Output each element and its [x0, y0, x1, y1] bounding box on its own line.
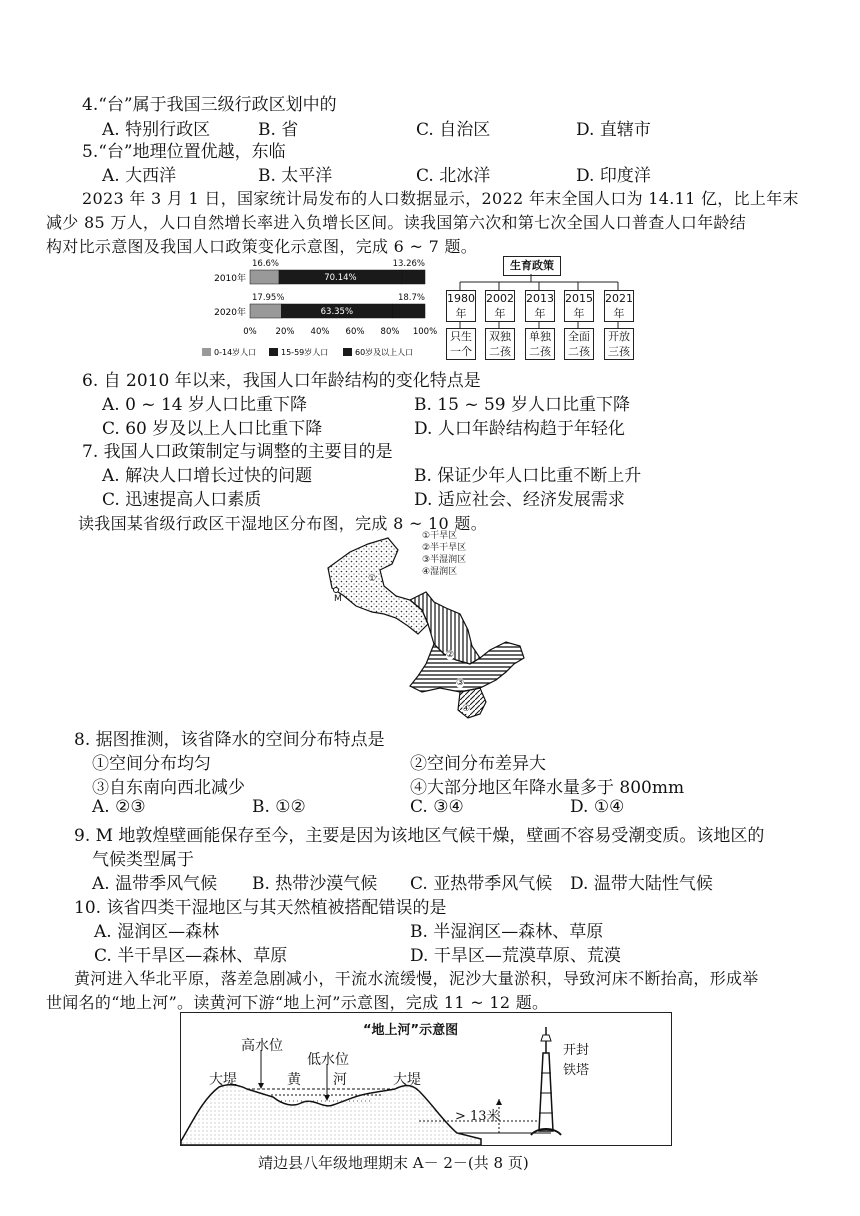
policy-rule-line: 二孩 [489, 345, 511, 358]
q8-item-2: ②空间分布差异大 [410, 754, 546, 774]
q4-stem: 4.“台”属于我国三级行政区划中的 [82, 95, 337, 115]
q8-stem: 8. 据图推测，该省降水的空间分布特点是 [74, 730, 385, 750]
policy-title: 生育政策 [503, 256, 561, 276]
policy-year-label: 2015 [565, 292, 593, 305]
legend-swatch-0 [202, 348, 211, 356]
q10-option-b[interactable]: B. 半湿润区—森林、草原 [410, 922, 604, 942]
q9-option-a[interactable]: A. 温带季风气候 [92, 874, 218, 894]
q7-option-a[interactable]: A. 解决人口增长过快的问题 [102, 466, 313, 486]
label-levee-right: 大堤 [393, 1072, 421, 1088]
map-label-4: ④ [462, 704, 471, 714]
province-map [310, 530, 530, 725]
x-tick: 60% [345, 327, 365, 337]
x-tick: 0% [243, 327, 257, 337]
q9-stem-line1: 9. M 地敦煌壁画能保存至今，主要是因为该地区气候干燥，壁画不容易受潮变质。该地区的 [74, 826, 765, 846]
legend-semi-arid: ②半干旱区 [422, 543, 467, 553]
legend-arid: ①干旱区 [422, 531, 458, 541]
policy-year-unit: 年 [494, 307, 506, 320]
label-he: 河 [333, 1072, 347, 1088]
policy-rule-line: 一个 [450, 345, 472, 358]
data-label-0-1: 70.14% [324, 273, 357, 283]
bar-0-2 [402, 270, 425, 284]
q4-option-d[interactable]: D. 直辖市 [576, 120, 651, 140]
policy-rule-line: 只生 [450, 330, 472, 343]
population-age-chart [200, 252, 440, 364]
legend-label-1: 15-59岁人口 [281, 348, 329, 357]
data-label-0-2: 13.26% [392, 259, 425, 269]
policy-year-unit: 年 [573, 307, 585, 320]
bar-1-0 [250, 304, 281, 318]
policy-year-2002 [485, 290, 515, 322]
q9-option-b[interactable]: B. 热带沙漠气候 [252, 874, 378, 894]
q6-option-a[interactable]: A. 0 ~ 14 岁人口比重下降 [102, 395, 307, 415]
policy-rule-line: 三孩 [608, 345, 630, 358]
river-diagram [180, 1012, 672, 1146]
data-label-1-0: 17.95% [252, 293, 285, 303]
policy-rule-line: 双独 [489, 330, 511, 343]
policy-rule-line: 二孩 [529, 345, 551, 358]
bar-1-2 [392, 304, 425, 318]
legend-semi-humid: ③半湿润区 [422, 555, 467, 565]
q6-option-c[interactable]: C. 60 岁及以上人口比重下降 [102, 419, 323, 439]
q8-option-c[interactable]: C. ③④ [410, 797, 464, 817]
page-footer: 靖边县八年级地理期末 A－ 2－(共 8 页) [258, 1154, 529, 1172]
x-tick: 20% [275, 327, 295, 337]
x-tick: 100% [412, 327, 438, 337]
q5-option-c[interactable]: C. 北冰洋 [416, 166, 491, 186]
intro1-line1: 2023 年 3 月 1 日，国家统计局发布的人口数据显示，2022 年末全国人口为 14.11 亿，比上年末 [82, 189, 799, 208]
intro1-line2: 减少 85 万人，人口自然增长率进入负增长区间。读我国第六次和第七次全国人口普查人口年龄结 [46, 213, 747, 232]
map-legend [422, 530, 466, 578]
policy-rule-2021 [604, 328, 634, 360]
q6-stem: 6. 自 2010 年以来，我国人口年龄结构的变化特点是 [82, 371, 481, 391]
q10-option-d[interactable]: D. 干旱区—荒漠草原、荒漠 [410, 946, 621, 966]
label-low-water: 低水位 [307, 1052, 349, 1068]
q8-option-b[interactable]: B. ①② [252, 797, 306, 817]
policy-year-1980 [446, 290, 476, 322]
q10-option-c[interactable]: C. 半干旱区—森林、草原 [94, 946, 288, 966]
label-high-water: 高水位 [241, 1038, 283, 1054]
q4-option-b[interactable]: B. 省 [258, 120, 299, 140]
label-huang: 黄 [287, 1072, 301, 1088]
legend-swatch-1 [269, 348, 278, 356]
river-title: “地上河”示意图 [363, 1023, 459, 1038]
policy-year-2013 [525, 290, 555, 322]
q6-option-b[interactable]: B. 15 ~ 59 岁人口比重下降 [414, 395, 631, 415]
q5-option-d[interactable]: D. 印度洋 [576, 166, 651, 186]
policy-year-label: 1980 [447, 292, 475, 305]
policy-rule-2015 [564, 328, 594, 360]
map-point-m: M [334, 594, 342, 604]
map-label-2: ② [446, 650, 455, 660]
q9-option-c[interactable]: C. 亚热带季风气候 [410, 874, 553, 894]
x-tick: 80% [380, 327, 400, 337]
q5-option-a[interactable]: A. 大西洋 [102, 166, 177, 186]
q10-option-a[interactable]: A. 湿润区—森林 [94, 922, 220, 942]
intro3-line1: 黄河进入华北平原，落差急剧减小，干流水流缓慢，泥沙大量淤积，导致河床不断抬高，形成举 [74, 969, 759, 988]
row-label: 2010年 [214, 274, 246, 284]
policy-year-unit: 年 [455, 307, 467, 320]
q7-option-d[interactable]: D. 适应社会、经济发展需求 [414, 490, 625, 510]
map-label-1: ① [368, 574, 377, 584]
bar-0-0 [250, 270, 279, 284]
policy-rule-2013 [525, 328, 555, 360]
data-label-0-0: 16.6% [252, 259, 280, 269]
q9-stem-line2: 气候类型属于 [92, 850, 194, 870]
map-label-3: ③ [456, 678, 465, 688]
intro2: 读我国某省级行政区干湿地区分布图，完成 8 ~ 10 题。 [78, 514, 487, 533]
row-label: 2020年 [214, 308, 246, 318]
q5-option-b[interactable]: B. 太平洋 [258, 166, 333, 186]
policy-rule-line: 二孩 [568, 345, 590, 358]
q7-option-b[interactable]: B. 保证少年人口比重不断上升 [414, 466, 642, 486]
intro3-line2: 世闻名的“地上河”。读黄河下游“地上河”示意图，完成 11 ~ 12 题。 [46, 993, 549, 1012]
policy-year-label: 2002 [486, 292, 514, 305]
policy-rule-line: 全面 [568, 330, 590, 343]
policy-year-label: 2013 [526, 292, 554, 305]
policy-year-2021 [604, 290, 634, 322]
legend-swatch-2 [343, 348, 352, 356]
q5-stem: 5.“台”地理位置优越，东临 [82, 142, 286, 162]
policy-year-label: 2021 [605, 292, 633, 305]
label-kaifeng: 开封 [563, 1043, 590, 1058]
q10-stem: 10. 该省四类干湿地区与其天然植被搭配错误的是 [74, 898, 447, 918]
policy-year-2015 [564, 290, 594, 322]
label-height: > 13米 [455, 1109, 500, 1124]
q8-option-d[interactable]: D. ①④ [570, 797, 625, 817]
q4-option-c[interactable]: C. 自治区 [416, 120, 491, 140]
policy-rule-2002 [485, 328, 515, 360]
q8-item-4: ④大部分地区年降水量多于 800mm [410, 778, 685, 798]
legend-humid: ④湿润区 [422, 567, 458, 577]
q7-stem: 7. 我国人口政策制定与调整的主要目的是 [82, 442, 393, 462]
policy-rule-line: 单独 [529, 330, 551, 343]
label-levee-left: 大堤 [209, 1072, 237, 1088]
legend-label-2: 60岁及以上人口 [355, 348, 414, 357]
x-tick: 40% [310, 327, 330, 337]
policy-rule-line: 开放 [608, 330, 630, 343]
q6-option-d[interactable]: D. 人口年龄结构趋于年轻化 [414, 419, 625, 439]
q4-option-a[interactable]: A. 特别行政区 [102, 120, 211, 140]
data-label-1-2: 18.7% [397, 293, 425, 303]
q8-item-3: ③自东南向西北减少 [92, 778, 245, 798]
policy-rule-1980 [446, 328, 476, 360]
label-iron-tower: 铁塔 [563, 1063, 590, 1078]
legend-label-0: 0-14岁人口 [214, 348, 257, 357]
intro1-line3: 构对比示意图及我国人口政策变化示意图，完成 6 ~ 7 题。 [46, 237, 478, 256]
data-label-1-1: 63.35% [320, 307, 354, 317]
q8-option-a[interactable]: A. ②③ [92, 797, 146, 817]
q9-option-d[interactable]: D. 温带大陆性气候 [570, 874, 713, 894]
policy-year-unit: 年 [534, 307, 546, 320]
policy-year-unit: 年 [613, 307, 625, 320]
q8-item-1: ①空间分布均匀 [92, 754, 211, 774]
policy-diagram [440, 256, 640, 366]
arid-zone [328, 538, 428, 634]
q7-option-c[interactable]: C. 迅速提高人口素质 [102, 490, 262, 510]
